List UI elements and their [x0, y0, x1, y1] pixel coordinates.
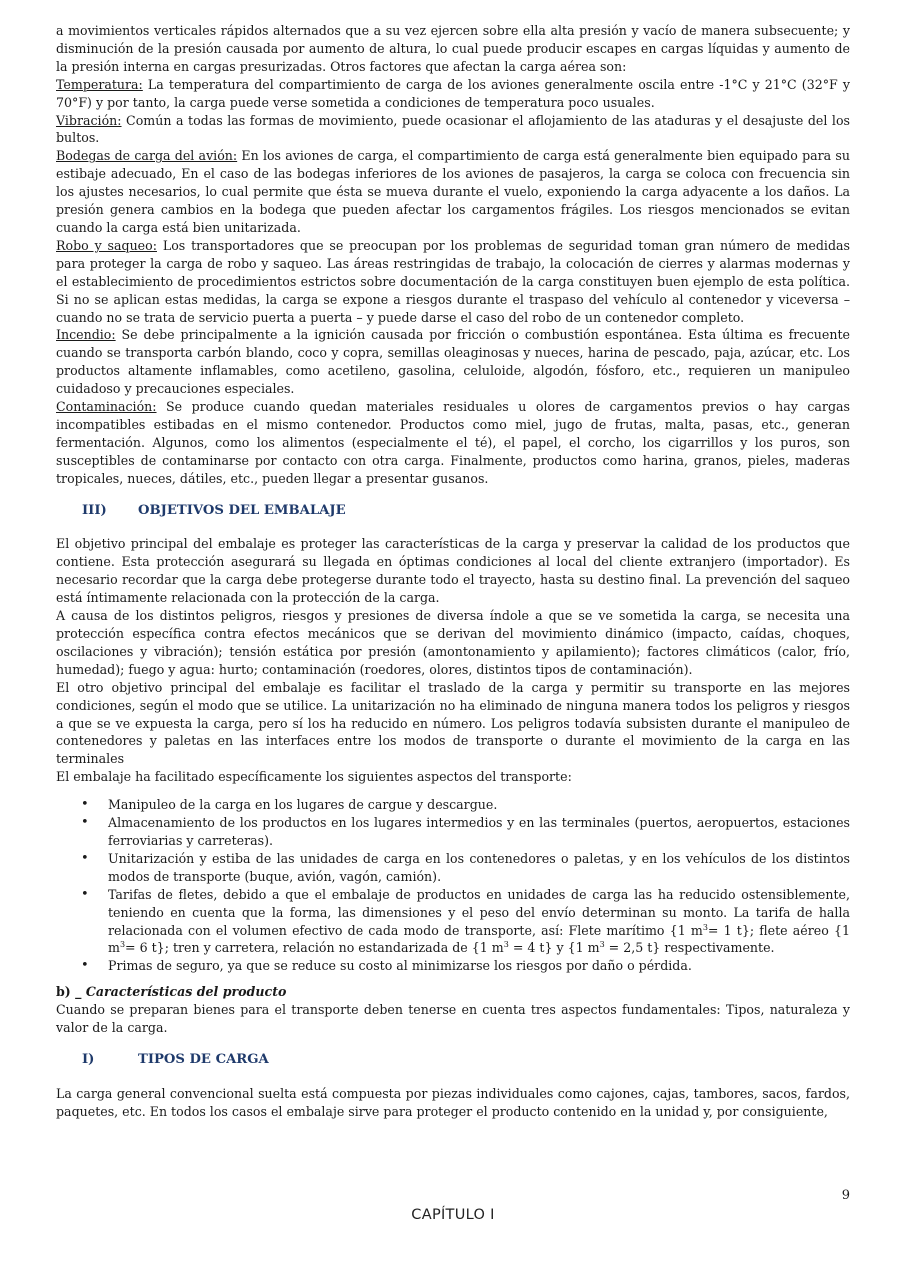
section-heading-cargo-types [82, 1051, 850, 1069]
intro-paragraph: a movimientos verticales rápidos alternados que a su vez ejercen sobre ella alta presión y vacío de manera subsecuente; y disminución de la presión causada por aumento de altura, lo cual puede producir escapes en cargas líquidas y aumento de la presión interna en cargas presurizadas. Otros factores que afectan la carga aérea son: [56, 23, 850, 74]
section-heading-objectives [82, 502, 850, 520]
page-footer: CAPÍTULO I [411, 1207, 495, 1223]
list-item: • Manipuleo de la carga en los lugares de cargue y descargue. [108, 796, 850, 814]
factor-vibration [56, 112, 850, 148]
section-title: TIPOS DE CARGA [138, 1051, 269, 1067]
factor-text: La temperatura del compartimiento de carga de los aviones generalmente oscila entre -1°C y 21°C (32°F y 70°F) y por tanto, la carga puede verse sometida a condiciones de temperatura poco usuales. [56, 76, 850, 110]
factor-term: Vibración: [56, 112, 122, 128]
factor-text: En los aviones de carga, el compartimiento de carga está generalmente bien equipado para su estibaje adecuado, En el caso de las bodegas inferiores de los aviones de pasajeros, la carga se coloca con frecuencia sin los ajustes necesarios, lo cual permite que ésta se mueva durante el vuelo, exponiendo la carga adyacente a los daños. La presión genera cambios en la bodega que pueden afectar los cargamentos frágiles. Los riesgos mencionados se evitan cuando la carga está bien unitarizada. [56, 148, 850, 235]
factor-text: Se produce cuando quedan materiales residuales u olores de cargamentos previos o hay cargas incompatibles estibadas en el mismo contenedor. Productos como miel, jugo de frutas, malta, pasas, etc., generan fermentación. Algunos, como los alimentos (especialmente el té), el papel, el corcho, los cigarrillos y los puros, son susceptibles de contaminarse por contacto con otra carga. Finalmente, productos como harina, granos, pieles, maderas tropicales, nueces, dátiles, etc., pueden llegar a presentar gusanos. [56, 399, 850, 486]
factor-term: Incendio: [56, 327, 116, 343]
factor-cargo-holds [56, 147, 850, 237]
factor-temperature [56, 76, 850, 112]
list-item-tariffs: • Tarifas de fletes, debido a que el embalaje de productos en unidades de carga las ha reducido ostensiblemente, teniendo en cuenta que la forma, las dimensiones y el peso del envío determinan su monto. La tarifa de halla relacionada con el volumen efectivo de cada modo de transporte, así: Flete marítimo {1 $m^3= 1$ t}; flete aéreo {1 $m^3= 6$ t}; tren y carretera, relación no estandarizada de {1 $m^3 = 4$ t} y {1 $m^3 = 2,5$ t} respectivamente. [108, 886, 850, 958]
transport-aspects-list [56, 796, 850, 975]
objectives-paragraph: A causa de los distintos peligros, riesgos y presiones de diversa índole a que se ve sometida la carga, se necesita una protección específica contra efectos mecánicos que se derivan del movimiento dinámico (impacto, caídas, choques, oscilaciones y vibración); tensión estática por presión (amontonamiento y apilamiento); factores climáticos (calor, frío, humedad); fuego y agua: hurto; contaminación (roedores, olores, distintos tipos de contaminación). [56, 608, 850, 677]
list-item: • Unitarización y estiba de las unidades de carga en los contenedores o paletas, y en los vehículos de los distintos modos de transporte (buque, avión, vagón, camión). [108, 850, 850, 886]
subsection-paragraph: Cuando se preparan bienes para el transporte deben tenerse en cuenta tres aspectos fundamentales: Tipos, naturaleza y valor de la carga. [56, 1002, 850, 1036]
factor-fire [56, 326, 850, 398]
section-title: OBJETIVOS DEL EMBALAJE [138, 502, 346, 518]
page-number: 9 [841, 1188, 850, 1203]
factor-text: Los transportadores que se preocupan por los problemas de seguridad toman gran número de medidas para proteger la carga de robo y saqueo. Las áreas restringidas de trabajo, la colocación de cierres y alarmas modernas y el establecimiento de procedimientos estrictos sobre documentación de la carga constituyen buen ejemplo de esta política. Si no se aplican estas medidas, la carga se expone a riesgos durante el traspaso del vehículo al contenedor y viceversa – cuando no se trata de servicio puerta a puerta – y puede darse el caso del robo de un contenedor completo. [56, 237, 850, 325]
factor-contamination [56, 398, 850, 488]
factor-term: Robo y saqueo: [56, 237, 157, 253]
subsection-heading: b) _ Características del producto [56, 984, 287, 1000]
list-item: • Primas de seguro, ya que se reduce su costo al minimizarse los riesgos por daño o pérdida. [108, 957, 850, 975]
section-number: III) [82, 502, 107, 518]
factor-term: Bodegas de carga del avión: [56, 148, 238, 164]
section-number: I) [82, 1051, 95, 1067]
factor-theft [56, 237, 850, 327]
objectives-paragraph: El otro objetivo principal del embalaje es facilitar el traslado de la carga y permitir su transporte en las mejores condiciones, según el modo que se utilice. La unitarización no ha eliminado de ninguna manera todos los peligros y riesgos a que se ve expuesta la carga, pero sí los ha reducido en número. Los peligros todavía subsisten durante el manipuleo de contenedores y paletas en las interfaces entre los modos de transporte o durante el movimiento de la carga en las terminales [56, 679, 850, 767]
factor-text: Se debe principalmente a la ignición causada por fricción o combustión espontánea. Esta última es frecuente cuando se transporta carbón blando, coco y copra, semillas oleaginosas y nueces, harina de pescado, paja, azúcar, etc. Los productos altamente inflamables, como acetileno, gasolina, celuloide, algodón, fósforo, etc., requieren un manipuleo cuidadoso y precauciones especiales. [56, 327, 850, 397]
objectives-paragraph: El objetivo principal del embalaje es proteger las características de la carga y preservar la calidad de los productos que contiene. Esta protección asegurará su llegada en óptimas condiciones al local del cliente extranjero (importador). Es necesario recordar que la carga debe protegerse durante todo el trayecto, hasta su destino final. La prevención del saqueo está íntimamente relacionada con la protección de la carga. [56, 536, 850, 606]
factor-term: Contaminación: [56, 399, 157, 415]
document-body [56, 22, 850, 1121]
cargo-types-paragraph: La carga general convencional suelta está compuesta por piezas individuales como cajones, cajas, tambores, sacos, fardos, paquetes, etc. En todos los casos el embalaje sirve para proteger el producto contenido en la unidad y, por consiguiente, [56, 1085, 850, 1119]
objectives-paragraph: El embalaje ha facilitado específicamente los siguientes aspectos del transporte: [56, 769, 572, 785]
factor-term: Temperatura: [56, 76, 143, 92]
factor-text: Común a todas las formas de movimiento, puede ocasionar el aflojamiento de las ataduras y el desajuste del los bultos. [56, 112, 850, 146]
list-item: • Almacenamiento de los productos en los lugares intermedios y en las terminales (puertos, aeropuertos, estaciones ferroviarias y carreteras). [108, 814, 850, 850]
